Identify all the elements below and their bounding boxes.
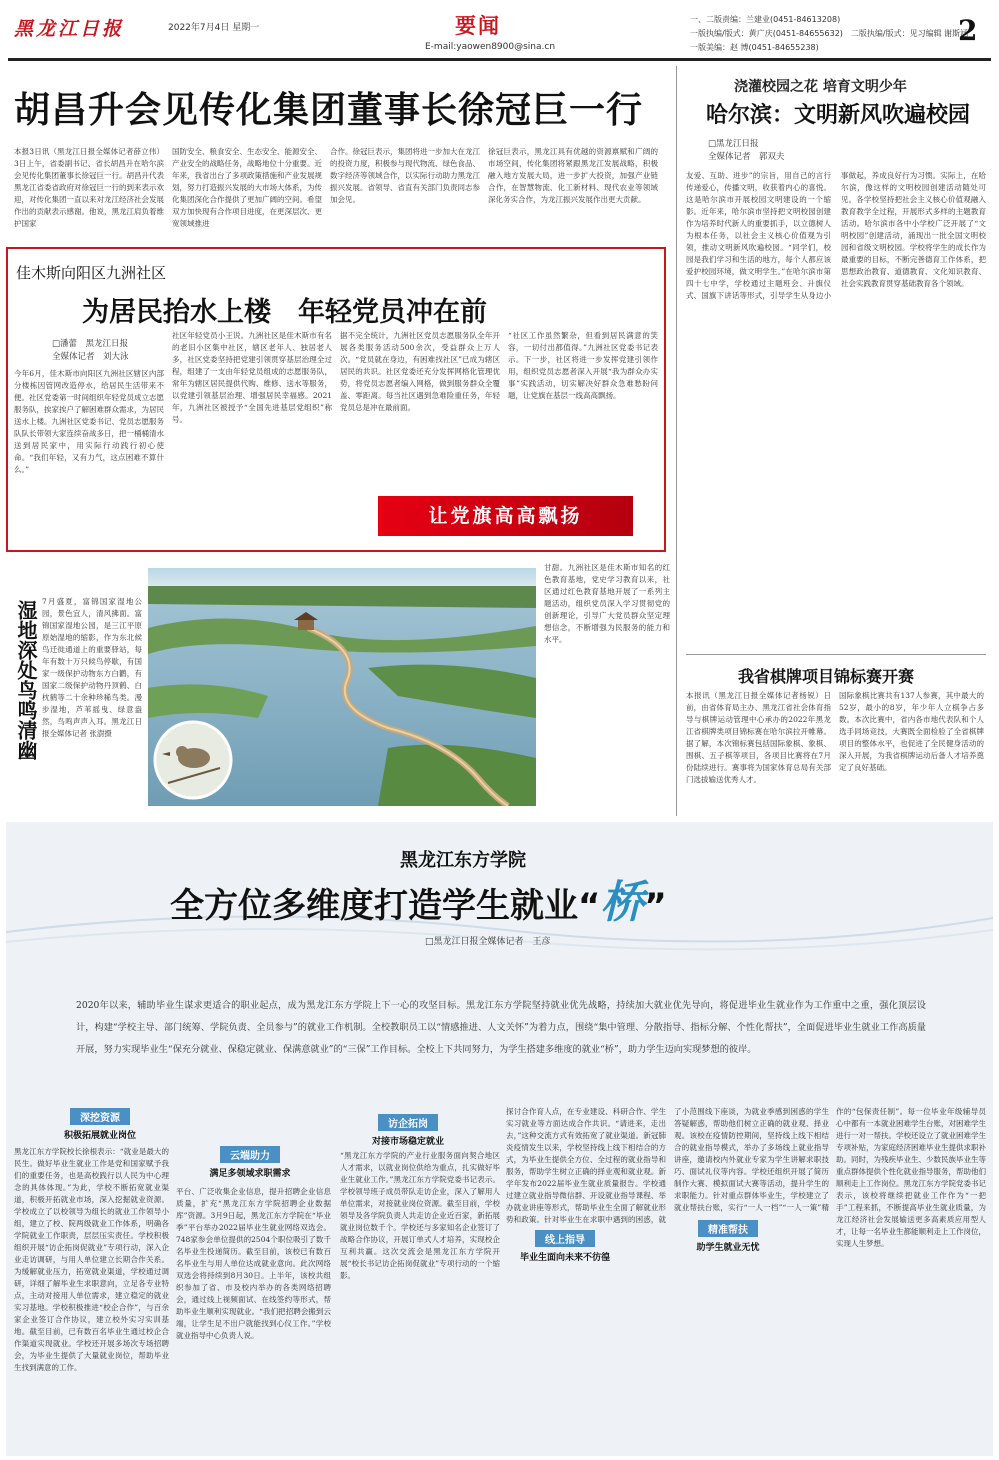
newspaper-logo: 黑龙江日报 [14,18,125,40]
right-article-body: 友爱、互助、进步”的宗旨，用自己的言行传递爱心，传播文明，收获着内心的喜悦。这是哈尔滨市开展校园文明建设的一个缩影。近年来，哈尔滨市坚持把文明校园创建作为培养时代新人的重要抓手，以立德树人为根本任务，以社会主义核心价值观为引领，推动文明新风吹遍校园。“同学们，校园是我们学习和生活的地方，每个人都应该爱护校园环境，做文明学生。”在哈尔滨市第四十七中学，学校通过主题班会、升旗仪式、国旗下讲话等形式，引导学生从身边小事做起，养成良好行为习惯。实际上，在哈尔滨，像这样的文明校园创建活动随处可见。各学校坚持把社会主义核心价值观融入教育教学全过程，开展形式多样的主题教育活动。哈尔滨市各中小学校广泛开展了“文明校园”创建活动，涌现出一批全国文明校园和省级文明校园。学校将学生的成长作为最重要的目标，不断完善德育工作体系，把思想政治教育、道德教育、文化知识教育、社会实践教育贯穿基础教育各个领域。 [686,171,986,300]
community-subtitle: 佳木斯向阳区九洲社区 [16,264,167,282]
right-headline: 哈尔滨：文明新风吹遍校园 [706,103,971,128]
right-byline-2: 全媒体记者 郭双夫 [708,152,785,162]
subsection-title: 助学生就业无忧 [696,1243,760,1253]
subsection-tag: 深挖资源 [70,1108,130,1125]
subsection-title: 满足多领域求职需求 [209,1169,291,1179]
party-flag-banner: 让党旗高高飘扬 [378,496,633,536]
subsection-visit [348,1112,468,1147]
feature-byline: □黑龙江日报全媒体记者 王彦 [425,937,551,947]
subsection-deep-resources [40,1106,160,1141]
subsection-tag: 云端助力 [220,1146,280,1163]
lead-col-3: 合作。徐冠巨表示，集团将进一步加大在龙江的投资力度，积极参与现代物流、绿色食品、数字经济等领域合作，以实际行动助力黑龙江振兴发展。省领导、省直有关部门负责同志参加会见。 [330,147,480,204]
wetland-caption: 7月盛夏，富锦国家湿地公园，景色宜人，清风拂面。富锦国家湿地公园，是三江平原原始湿地的缩影，作为东北候鸟迁徙通道上的重要驿站，每年有数十万只候鸟停歇，有国家一级保护动物东方白鹳，有国家二级保护动物丹顶鹤、白枕鹤等二十余种珍稀鸟类。漫步湿地，芦苇摇曳、绿意盎然，鸟鸣声声入耳。黑龙江日报全媒体记者 张澍摄 [42,597,142,738]
section-email: E-mail:yaowen8900@sina.cn [425,42,556,52]
feature-col-3: “黑龙江东方学院的产业行业服务面向契合地区人才需求，以就业岗位供给为重点，扎实做好毕业生就业工作。”黑龙江东方学院党委书记表示。学校领导班子成员带队走访企业，深入了解用人单位需求，对接就业岗位资源。截至目前，学校领导及各学院负责人共走访企业近百家，新拓展就业岗位数千个。学校还与多家知名企业签订了战略合作协议，开展订单式人才培养，实现校企互利共赢。这次交流会是黑龙江东方学院开展“校长书记访企拓岗促就业”专项行动的一个缩影。 [340,1151,500,1280]
section-name: 要闻 [455,14,501,38]
community-col-3: 据不完全统计，九洲社区党员志愿服务队全年开展各类服务活动500余次，受益群众上万人次。“党员就在身边，有困难找社区”已成为辖区居民的共识。社区党委还充分发挥网格化管理优势，将党员志愿者编入网格，做到服务群众全覆盖、零距离。每当社区遇到急难险重任务，年轻党员总是冲在最前面。 [340,331,500,412]
feature-col-2: 平台、广泛收集企业信息，提升招聘企业信息质量，扩充“黑龙江东方学院招聘企业数据库”资源。3月9日起，黑龙江东方学院在“毕业季”平台举办2022届毕业生就业网络双选会。748家参会单位提供的2504个职位吸引了数千名毕业生投递简历。截至目前，该校已有数百名毕业生与用人单位达成就业意向。此次网络双选会将持续到8月30日。上半年，该校共组织参加了省、市及校内举办的各类网络招聘会，通过线上视频面试、在线签约等形式，帮助毕业生顺利实现就业。“我们把招聘会搬到云端，让学生足不出户就能找到心仪工作。”学校就业指导中心负责人说。 [176,1187,331,1340]
community-byline-2: 全媒体记者 刘大泳 [52,352,129,362]
wetland-photo [148,568,536,806]
feature-headline-main: 全方位多维度打造学生就业“ [170,886,601,926]
subsection-tag: 精准帮扶 [698,1220,758,1237]
staff-line-1: 一、二版责编：兰建业(0451-84613208) [690,15,841,24]
chess-rule [686,654,986,655]
community-headline: 为居民抬水上楼 年轻党员冲在前 [82,297,487,328]
subsection-precise [668,1218,788,1253]
subsection-title: 积极拓展就业岗位 [63,1131,136,1141]
feature-col-2-top [176,1108,331,1138]
community-byline-1: □潘蕾 黑龙江日报 [52,339,129,349]
subsection-title: 对接市场稳定就业 [371,1137,444,1147]
page-number: 2 [958,14,978,47]
wetland-photo-image [148,568,536,806]
wetland-title: 湿地深处鸟鸣清幽 [14,600,38,760]
feature-subtitle: 黑龙江东方学院 [400,850,526,871]
feature-headline-bridge: 桥 [600,877,645,928]
subsection-title: 毕业生面向未来不彷徨 [519,1253,610,1263]
lead-col-2: 国防安全、粮食安全、生态安全、能源安全、产业安全的战略任务，战略地位十分重要。近年来，我省出台了多项政策措施和产业发展规划，努力打造振兴发展的大市场大体系，为传化集团深化合作提供了更加广阔的空间。希望双方加快现有合作项目进度，在更深层次、更宽领域推进 [172,147,322,228]
lead-col-4: 徐冠巨表示，黑龙江具有优越的资源禀赋和广阔的市场空间，传化集团将紧跟黑龙江发展战略，积极融入地方发展大局，进一步扩大投资，加强产业链合作，在智慧物流、化工新材料、现代农业等领域深化务实合作，为龙江振兴发展作出更大贡献。 [488,147,658,204]
feature-col-5: 了小范围线下座谈，为就业季感到困惑的学生答疑解惑，帮助他们树立正确的就业观、择业观。该校在疫情防控期间，坚持线上线下相结合的就业指导模式，举办了多场线上就业指导讲座，邀请校内外就业专家为学生讲解求职技巧、面试礼仪等内容。学校还组织开展了简历制作大赛、模拟面试大赛等活动，提升学生的求职能力。针对重点群体毕业生，学校建立了就业帮扶台账，实行“一人一档”“一人一策”精 [674,1107,829,1212]
feature-col-5b [674,1258,829,1450]
lead-col-1: 本报3日讯（黑龙江日报全媒体记者薛立伟）3日上午，省委副书记、省长胡昌升在哈尔滨会见传化集团董事长徐冠巨一行。胡昌升代表黑龙江省委省政府对徐冠巨一行的到来表示欢迎，对传化集团一直以来对龙江经济社会发展作出的贡献表示感谢。他说，黑龙江肩负着维护国家 [14,147,164,228]
issue-date: 2022年7月4日 星期一 [168,23,260,33]
right-byline-1: □黑龙江日报 [708,139,759,149]
chess-col-2: 国际象棋比赛共有137人参赛，其中最大的52岁，最小的8岁，年少年人立棋争占多数。本次比赛中，省内各市地代表队和个人选手同场竞技，大赛既全面检验了全省棋牌项目的整体水平，也促进了全民健身活动的深入开展，为我省棋牌运动后备人才培养奠定了良好基础。 [839,691,984,772]
lead-headline: 胡昌升会见传化集团董事长徐冠巨一行 [14,90,644,131]
community-col-2: 社区年轻党员小王说。九洲社区是佳木斯市有名的老旧小区集中社区，辖区老年人、独居老人多，社区党委坚持把党建引领贯穿基层治理全过程，组建了一支由年轻党员组成的志愿服务队，常年为辖区居民提供代购、维修、送水等服务，以党建引领基层治理、增强居民幸福感。2021年，九洲社区被授予“全国先进基层党组织”称号。 [172,331,332,424]
feature-headline-end: ” [644,886,667,926]
feature-col-1: 黑龙江东方学院校长徐根表示：“就业是最大的民生。做好毕业生就业工作是党和国家赋予我们的重要任务，也是高校践行以人民为中心理念的具体体现。”为此，学校不断拓宽就业渠道，积极开拓就业市场，深入挖掘就业资源。学校成立了以校领导为组长的就业工作领导小组，建立了校、院两级就业工作体系，明确各学院就业工作职责，层层压实责任。学校积极组织开展“访企拓岗促就业”专项行动，深入企业走访调研，与用人单位建立长期合作关系。为缓解就业压力，拓宽就业渠道，学校通过调研，详细了解毕业生求职意向，立足各专业特点，主动对接用人单位需求，建立稳定的就业实习基地。学校积极推进“校企合作”，与百余家企业签订合作协议，建立校外实习实训基地。截至目前，已有数百名毕业生通过校企合作渠道实现就业。学校还开展多场次专场招聘会，为毕业生提供了大量就业岗位，帮助毕业生找到满意的工作。 [14,1147,169,1372]
community-continued: 甘甜。九洲社区是佳木斯市知名的红色教育基地，党史学习教育以来，社区通过红色教育基地开展了一系列主题活动，组织党员深入学习贯彻党的创新理论，引导广大党员群众坚定理想信念，不断增强为民服务的能力和水平。 [544,563,670,644]
subsection-tag: 线上指导 [535,1230,595,1247]
community-col-4: “社区工作虽然繁杂，但看到居民满意的笑容，一切付出都值得。”九洲社区党委书记表示。下一步，社区将进一步发挥党建引领作用，组织党员志愿者深入开展“我为群众办实事”实践活动，切实解决好群众急难愁盼问题，让党旗在基层一线高高飘扬。 [508,331,658,400]
feature-headline [170,866,667,930]
column-divider [676,66,677,816]
staff-line-2: 一版执编/版式：黄广庆(0451-84655632) 二版执编/版式：见习编辑 谢斯涵 [690,29,969,38]
chess-headline: 我省棋牌项目锦标赛开赛 [738,667,915,686]
masthead-rule [8,58,991,61]
feature-intro: 2020年以来，辅助毕业生谋求更适合的职业起点，成为黑龙江东方学院上下一心的攻坚目标。黑龙江东方学院坚持就业优先战略，持续加大就业优先导向，将促进毕业生就业作为工作重中之重，强化顶层设计，构建“学校主导、部门统筹、学院负责、全员参与”的就业工作机制。全校教职员工以“情感推进、人文关怀”为着力点，围绕“集中管理、分散指导、指标分解、个性化帮扶”，全面促进毕业生就业工作高质量开展，努力实现毕业生“保充分就业、保稳定就业、保满意就业”的“三保”工作目标。全校上下共同努力，为学生搭建多维度的就业“桥”，助力学生迈向实现梦想的彼岸。 [76,1000,926,1055]
feature-col-6: 作的“包保责任制”。每一位毕业年级辅导员心中都有一本就业困难学生台账，对困难学生进行一对一帮扶。学校还设立了就业困难学生专项补贴，为家庭经济困难毕业生提供求职补助。同时，为残疾毕业生、少数民族毕业生等重点群体提供个性化就业指导服务，帮助他们顺利走上工作岗位。黑龙江东方学院党委书记表示，该校将继续把就业工作作为“一把手”工程来抓，不断提高毕业生就业质量，为龙江经济社会发展输送更多高素质应用型人才，让每一名毕业生都能顺利走上工作岗位，实现人生梦想。 [836,1107,986,1248]
feature-col-4b [506,1266,666,1450]
subsection-cloud [190,1144,310,1179]
subsection-tag: 访企拓岗 [378,1114,438,1131]
feature-col-4: 探讨合作育人点，在专业建设、科研合作、学生实习就业等方面达成合作共识。“请进来，走出去，”这种交流方式有效拓宽了就业渠道。新冠肺炎疫情发生以来，学校坚持线上线下相结合的方式，为毕业生提供全方位、全过程的就业指导和服务，帮助学生树立正确的择业观和就业观。新学年发布2022届毕业生就业质量报告。学校通过建立就业指导微信群、开设就业指导课程、举办就业讲座等形式，帮助毕业生全面了解就业形势和政策。针对毕业生在求职中遇到的困惑，就 [506,1107,666,1224]
chess-col-1: 本报讯（黑龙江日报全媒体记者杨锐）日前，由省体育局主办、黑龙江省社会体育指导与棋牌运动管理中心承办的2022年黑龙江省棋牌类项目锦标赛在哈尔滨拉开帷幕。据了解，本次锦标赛包括国际象棋、象棋、围棋、五子棋等项目，各项目比赛将在7月份陆续进行。赛事将为国家体育总局有关部门选拔输送优秀人才。 [686,691,831,784]
right-subtitle: 浇灌校园之花 培育文明少年 [734,79,907,95]
subsection-online [500,1228,630,1263]
community-col-1: 今年6月，佳木斯市向阳区九洲社区辖区内部分楼栋因管网改造停水，给居民生活带来不便。社区党委第一时间组织年轻党员成立志愿服务队，挨家挨户了解困难群众需求，为居民送水上楼。九洲社区党委书记、党员志愿服务队队长带领大家连续奋战多日，把一桶桶清水送到居民家中，用实际行动践行初心使命。“我们年轻，又有力气，这点困难不算什么。” [14,369,164,474]
staff-line-3: 一版美编：赵 博(0451-84655238) [690,43,819,52]
